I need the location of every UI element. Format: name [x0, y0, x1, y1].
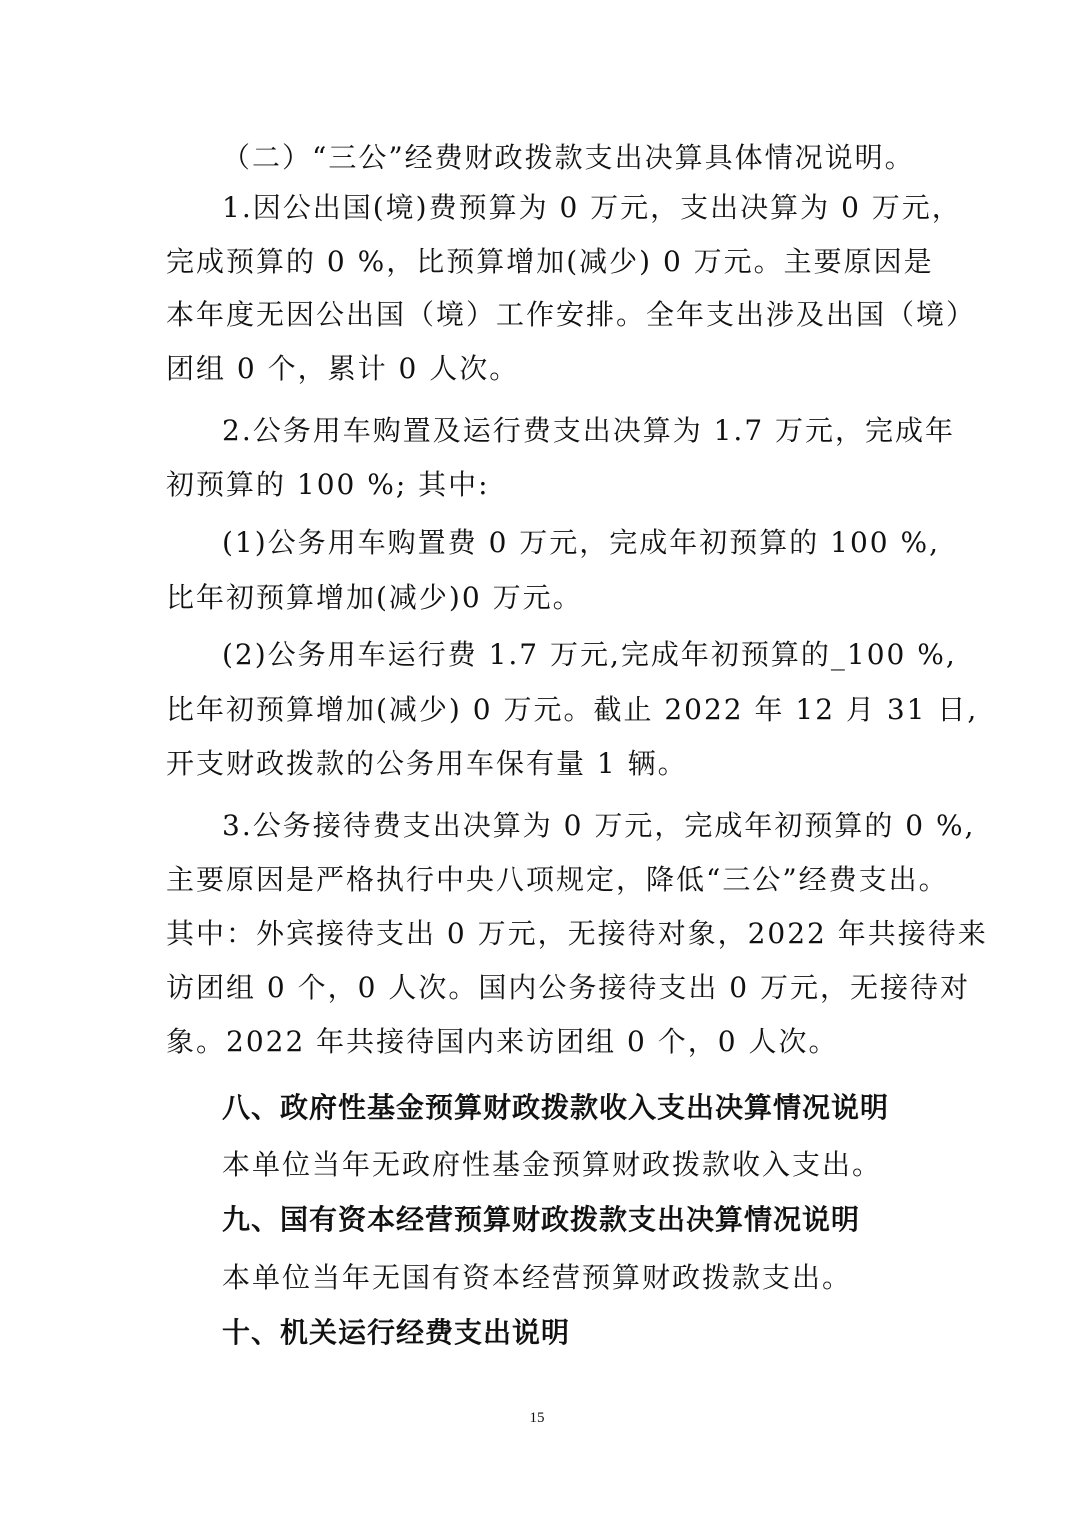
paragraph-line: 比年初预算增加(减少)0 万元。	[166, 581, 583, 614]
paragraph-line: 2.公务用车购置及运行费支出决算为 1.7 万元，完成年	[222, 414, 956, 447]
paragraph-line: 本年度无因公出国（境）工作安排。全年支出涉及出国（境）	[166, 298, 977, 331]
paragraph-line: 团组 0 个，累计 0 人次。	[166, 352, 520, 385]
page-number: 15	[529, 1410, 545, 1426]
section-heading: 八、政府性基金预算财政拨款收入支出决算情况说明	[222, 1091, 890, 1124]
paragraph-line: 完成预算的 0 %，比预算增加(减少) 0 万元。主要原因是	[166, 245, 934, 278]
paragraph-line: 3.公务接待费支出决算为 0 万元，完成年初预算的 0 %,	[222, 809, 976, 842]
section-text: 本单位当年无政府性基金预算财政拨款收入支出。	[222, 1148, 883, 1181]
sub-heading: （二）“三公”经费财政拨款支出决算具体情况说明。	[222, 141, 915, 174]
section-heading: 十、机关运行经费支出说明	[222, 1316, 571, 1349]
paragraph-line: 开支财政拨款的公务用车保有量 1 辆。	[166, 747, 688, 780]
paragraph-line: 初预算的 100 %; 其中:	[166, 468, 490, 501]
paragraph-line: 主要原因是严格执行中央八项规定，降低“三公”经费支出。	[166, 863, 949, 896]
paragraph-line: 访团组 0 个，0 人次。国内公务接待支出 0 万元，无接待对	[166, 971, 970, 1004]
paragraph-line: 象。2022 年共接待国内来访团组 0 个，0 人次。	[166, 1025, 839, 1058]
paragraph-line: (1)公务用车购置费 0 万元，完成年初预算的 100 %,	[222, 526, 941, 559]
section-text: 本单位当年无国有资本经营预算财政拨款支出。	[222, 1261, 853, 1294]
paragraph-line: 比年初预算增加(减少) 0 万元。截止 2022 年 12 月 31 日,	[166, 693, 979, 726]
paragraph-line: 其中：外宾接待支出 0 万元，无接待对象，2022 年共接待来	[166, 917, 988, 950]
paragraph-line: (2)公务用车运行费 1.7 万元,完成年初预算的_100 %,	[222, 638, 957, 671]
section-heading: 九、国有资本经营预算财政拨款支出决算情况说明	[222, 1203, 861, 1236]
paragraph-line: 1.因公出国(境)费预算为 0 万元，支出决算为 0 万元，	[222, 191, 962, 224]
